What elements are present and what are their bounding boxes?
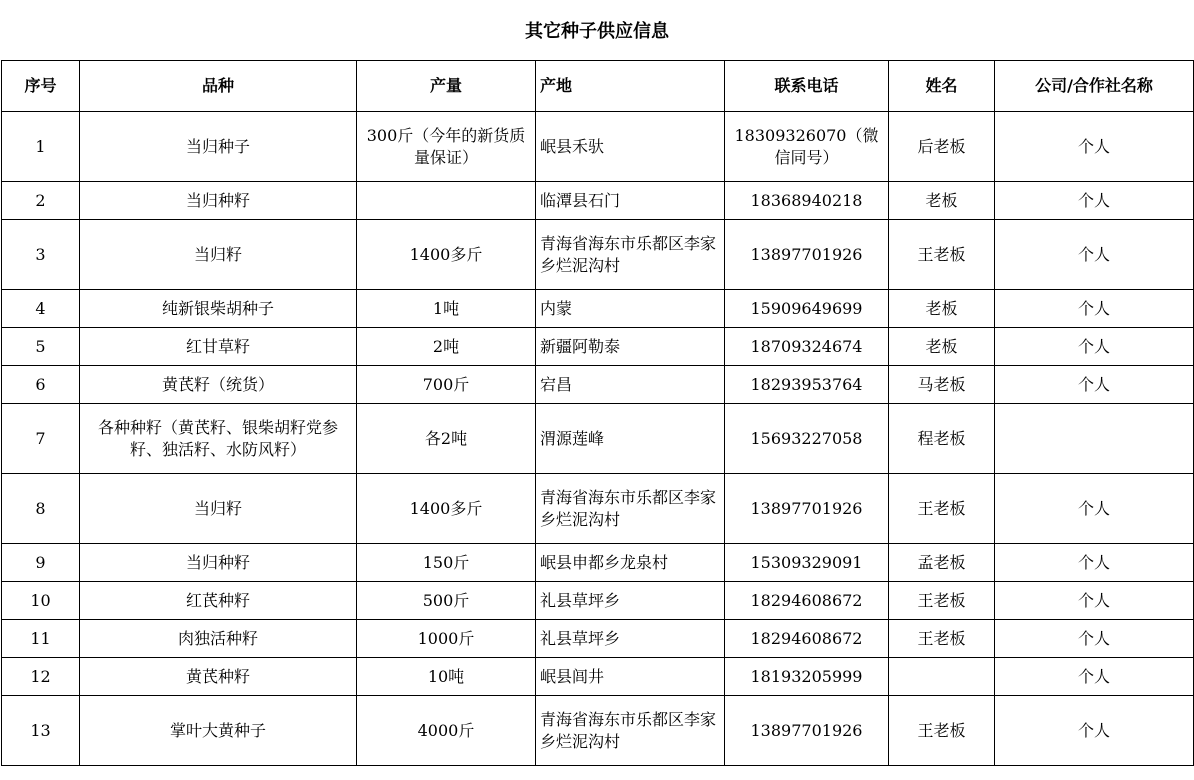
cell-no: 7 [2, 404, 80, 474]
cell-variety: 纯新银柴胡种子 [80, 290, 357, 328]
cell-phone: 18309326070（微信同号） [725, 112, 889, 182]
table-row [2, 620, 1194, 658]
cell-no: 6 [2, 366, 80, 404]
cell-company: 个人 [995, 620, 1194, 658]
table-row [2, 544, 1194, 582]
cell-variety: 红芪种籽 [80, 582, 357, 620]
cell-origin: 青海省海东市乐都区李家乡烂泥沟村 [536, 474, 725, 544]
cell-no: 12 [2, 658, 80, 696]
cell-yield [357, 182, 536, 220]
cell-no: 1 [2, 112, 80, 182]
cell-phone: 13897701926 [725, 220, 889, 290]
cell-no: 8 [2, 474, 80, 544]
cell-company: 个人 [995, 474, 1194, 544]
cell-variety: 掌叶大黄种子 [80, 696, 357, 766]
cell-origin: 青海省海东市乐都区李家乡烂泥沟村 [536, 696, 725, 766]
table-row [2, 582, 1194, 620]
header-row [2, 61, 1194, 112]
cell-name: 王老板 [889, 620, 995, 658]
table-row [2, 220, 1194, 290]
cell-company: 个人 [995, 582, 1194, 620]
cell-name: 王老板 [889, 696, 995, 766]
cell-yield: 2吨 [357, 328, 536, 366]
cell-variety: 黄芪种籽 [80, 658, 357, 696]
cell-phone: 15909649699 [725, 290, 889, 328]
cell-company: 个人 [995, 366, 1194, 404]
cell-phone: 18193205999 [725, 658, 889, 696]
cell-phone: 15693227058 [725, 404, 889, 474]
table-row [2, 474, 1194, 544]
table-row [2, 328, 1194, 366]
cell-yield: 700斤 [357, 366, 536, 404]
cell-phone: 18293953764 [725, 366, 889, 404]
cell-no: 5 [2, 328, 80, 366]
cell-variety: 各种种籽（黄芪籽、银柴胡籽党参籽、独活籽、水防风籽） [80, 404, 357, 474]
cell-name: 王老板 [889, 220, 995, 290]
col-header-origin: 产地 [536, 61, 725, 112]
table-row [2, 366, 1194, 404]
cell-variety: 当归种子 [80, 112, 357, 182]
col-header-name: 姓名 [889, 61, 995, 112]
cell-phone: 18709324674 [725, 328, 889, 366]
cell-name: 马老板 [889, 366, 995, 404]
cell-origin: 宕昌 [536, 366, 725, 404]
cell-company: 个人 [995, 112, 1194, 182]
table-row [2, 696, 1194, 766]
cell-phone: 13897701926 [725, 696, 889, 766]
cell-name: 老板 [889, 328, 995, 366]
cell-name: 程老板 [889, 404, 995, 474]
cell-origin: 岷县申都乡龙泉村 [536, 544, 725, 582]
cell-yield: 300斤（今年的新货质量保证） [357, 112, 536, 182]
cell-no: 13 [2, 696, 80, 766]
cell-origin: 岷县闾井 [536, 658, 725, 696]
cell-yield: 各2吨 [357, 404, 536, 474]
cell-origin: 新疆阿勒泰 [536, 328, 725, 366]
cell-origin: 岷县禾驮 [536, 112, 725, 182]
cell-company: 个人 [995, 220, 1194, 290]
table-row [2, 182, 1194, 220]
cell-name: 后老板 [889, 112, 995, 182]
cell-name [889, 658, 995, 696]
sheet-title: 其它种子供应信息 [525, 21, 669, 42]
cell-company: 个人 [995, 544, 1194, 582]
table-row [2, 404, 1194, 474]
cell-origin: 礼县草坪乡 [536, 620, 725, 658]
cell-yield: 1吨 [357, 290, 536, 328]
cell-company [995, 404, 1194, 474]
cell-yield: 150斤 [357, 544, 536, 582]
cell-origin: 礼县草坪乡 [536, 582, 725, 620]
cell-phone: 18368940218 [725, 182, 889, 220]
cell-variety: 当归籽 [80, 220, 357, 290]
cell-no: 9 [2, 544, 80, 582]
cell-yield: 1000斤 [357, 620, 536, 658]
cell-origin: 渭源莲峰 [536, 404, 725, 474]
col-header-no: 序号 [2, 61, 80, 112]
cell-origin: 青海省海东市乐都区李家乡烂泥沟村 [536, 220, 725, 290]
cell-company: 个人 [995, 182, 1194, 220]
cell-variety: 当归籽 [80, 474, 357, 544]
col-header-yield: 产量 [357, 61, 536, 112]
cell-yield: 1400多斤 [357, 220, 536, 290]
cell-origin: 内蒙 [536, 290, 725, 328]
cell-phone: 18294608672 [725, 620, 889, 658]
col-header-company: 公司/合作社名称 [995, 61, 1194, 112]
cell-no: 3 [2, 220, 80, 290]
seed-supply-table [1, 60, 1194, 766]
table-row [2, 290, 1194, 328]
cell-company: 个人 [995, 696, 1194, 766]
cell-company: 个人 [995, 658, 1194, 696]
cell-company: 个人 [995, 328, 1194, 366]
cell-origin: 临潭县石门 [536, 182, 725, 220]
cell-no: 11 [2, 620, 80, 658]
cell-variety: 黄芪籽（统货） [80, 366, 357, 404]
cell-phone: 15309329091 [725, 544, 889, 582]
cell-name: 王老板 [889, 582, 995, 620]
cell-company: 个人 [995, 290, 1194, 328]
cell-variety: 肉独活种籽 [80, 620, 357, 658]
cell-no: 10 [2, 582, 80, 620]
cell-yield: 4000斤 [357, 696, 536, 766]
cell-no: 4 [2, 290, 80, 328]
cell-variety: 当归种籽 [80, 182, 357, 220]
cell-phone: 18294608672 [725, 582, 889, 620]
cell-yield: 500斤 [357, 582, 536, 620]
cell-no: 2 [2, 182, 80, 220]
table-row [2, 658, 1194, 696]
cell-yield: 10吨 [357, 658, 536, 696]
col-header-variety: 品种 [80, 61, 357, 112]
cell-name: 王老板 [889, 474, 995, 544]
cell-yield: 1400多斤 [357, 474, 536, 544]
cell-variety: 红甘草籽 [80, 328, 357, 366]
table-row [2, 112, 1194, 182]
cell-variety: 当归种籽 [80, 544, 357, 582]
cell-name: 老板 [889, 182, 995, 220]
cell-name: 老板 [889, 290, 995, 328]
col-header-phone: 联系电话 [725, 61, 889, 112]
cell-name: 孟老板 [889, 544, 995, 582]
cell-phone: 13897701926 [725, 474, 889, 544]
